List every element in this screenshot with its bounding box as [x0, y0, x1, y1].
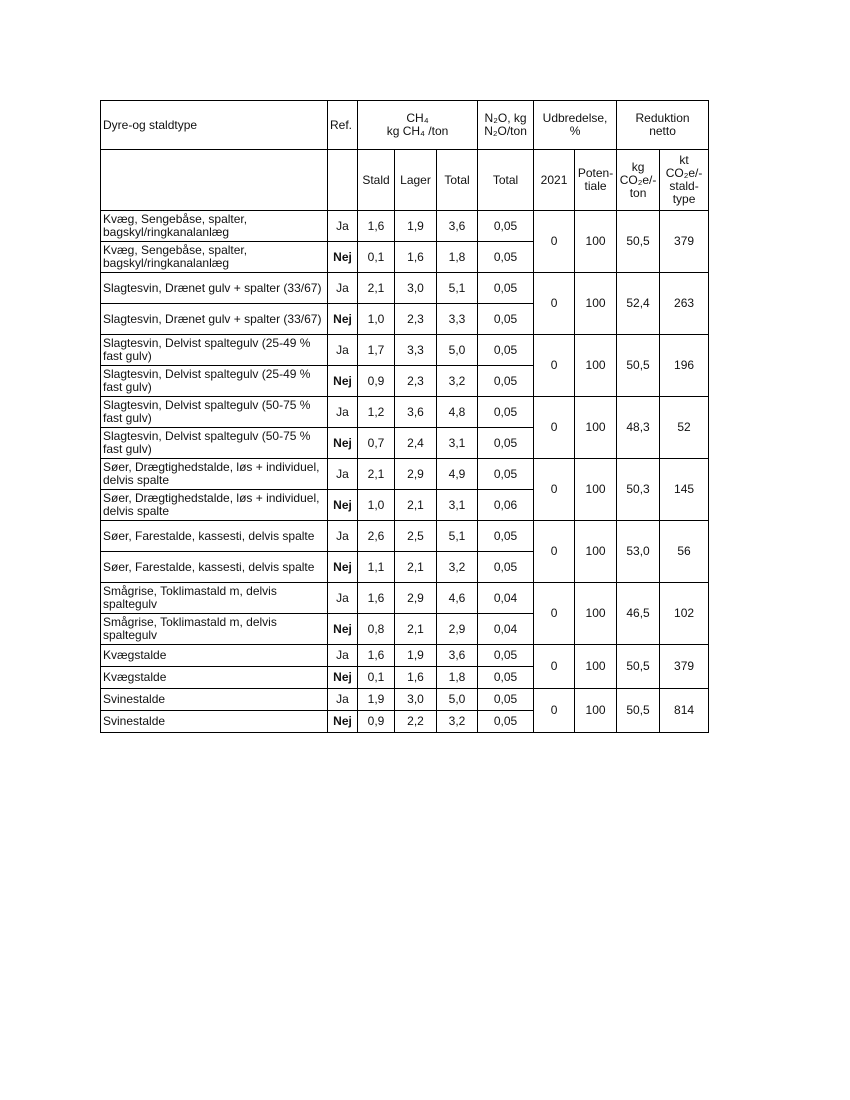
n2o-unit: N₂O/ton — [484, 124, 527, 138]
col-subheader-kg: kg CO₂e/-ton — [617, 150, 660, 211]
cell-kg-co2e: 48,3 — [617, 397, 660, 459]
cell-total: 5,0 — [437, 689, 478, 711]
cell-lager: 1,9 — [395, 645, 437, 667]
cell-2021: 0 — [534, 583, 575, 645]
cell-kt-co2e: 52 — [660, 397, 709, 459]
cell-n2o-total: 0,04 — [478, 614, 534, 645]
cell-total: 1,8 — [437, 242, 478, 273]
cell-lager: 2,4 — [395, 428, 437, 459]
cell-ref: Nej — [328, 490, 358, 521]
cell-n2o-total: 0,05 — [478, 397, 534, 428]
cell-n2o-total: 0,05 — [478, 459, 534, 490]
cell-type: Kvægstalde — [101, 667, 328, 689]
cell-total: 3,6 — [437, 645, 478, 667]
cell-n2o-total: 0,05 — [478, 552, 534, 583]
cell-lager: 2,3 — [395, 304, 437, 335]
cell-ref: Nej — [328, 552, 358, 583]
cell-type: Slagtesvin, Delvist spaltegulv (50-75 % fast gulv) — [101, 397, 328, 428]
cell-potentiale: 100 — [575, 397, 617, 459]
col-subheader-total: Total — [437, 150, 478, 211]
cell-2021: 0 — [534, 645, 575, 689]
n2o-title: N₂O, kg — [484, 111, 527, 125]
cell-n2o-total: 0,05 — [478, 645, 534, 667]
cell-n2o-total: 0,05 — [478, 304, 534, 335]
ch4-unit: kg CH₄ /ton — [386, 124, 449, 138]
cell-stald: 0,8 — [358, 614, 395, 645]
cell-total: 5,1 — [437, 521, 478, 552]
cell-total: 3,2 — [437, 366, 478, 397]
cell-ref: Nej — [328, 711, 358, 733]
cell-kg-co2e: 53,0 — [617, 521, 660, 583]
cell-stald: 0,9 — [358, 366, 395, 397]
cell-lager: 2,3 — [395, 366, 437, 397]
cell-2021: 0 — [534, 459, 575, 521]
cell-n2o-total: 0,05 — [478, 428, 534, 459]
cell-total: 4,6 — [437, 583, 478, 614]
cell-ref: Ja — [328, 583, 358, 614]
cell-ref: Ja — [328, 397, 358, 428]
col-subheader-2021: 2021 — [534, 150, 575, 211]
col-subheader-empty — [328, 150, 358, 211]
cell-n2o-total: 0,06 — [478, 490, 534, 521]
cell-stald: 2,1 — [358, 459, 395, 490]
cell-kg-co2e: 50,5 — [617, 645, 660, 689]
cell-lager: 3,6 — [395, 397, 437, 428]
cell-kg-co2e: 46,5 — [617, 583, 660, 645]
cell-ref: Ja — [328, 335, 358, 366]
cell-total: 3,2 — [437, 552, 478, 583]
cell-kg-co2e: 50,5 — [617, 335, 660, 397]
cell-total: 4,9 — [437, 459, 478, 490]
emission-table — [100, 100, 709, 733]
cell-type: Smågrise, Toklimastald m, delvis spaltegulv — [101, 583, 328, 614]
cell-ref: Ja — [328, 459, 358, 490]
header-row-1 — [101, 101, 709, 150]
cell-n2o-total: 0,05 — [478, 211, 534, 242]
cell-n2o-total: 0,05 — [478, 689, 534, 711]
cell-lager: 2,9 — [395, 459, 437, 490]
cell-total: 5,0 — [437, 335, 478, 366]
col-subheader-n2o-total: Total — [478, 150, 534, 211]
cell-n2o-total: 0,05 — [478, 335, 534, 366]
cell-kg-co2e: 52,4 — [617, 273, 660, 335]
cell-kt-co2e: 379 — [660, 645, 709, 689]
reduktion-unit: netto — [649, 124, 676, 138]
cell-n2o-total: 0,05 — [478, 711, 534, 733]
table-row — [101, 211, 709, 242]
cell-total: 4,8 — [437, 397, 478, 428]
cell-stald: 1,6 — [358, 645, 395, 667]
cell-ref: Nej — [328, 366, 358, 397]
cell-stald: 1,0 — [358, 304, 395, 335]
cell-2021: 0 — [534, 521, 575, 583]
cell-kt-co2e: 56 — [660, 521, 709, 583]
cell-stald: 1,2 — [358, 397, 395, 428]
col-subheader-kt: kt CO₂e/-stald-type — [660, 150, 709, 211]
col-subheader-lager: Lager — [395, 150, 437, 211]
cell-lager: 3,0 — [395, 273, 437, 304]
cell-stald: 2,6 — [358, 521, 395, 552]
cell-potentiale: 100 — [575, 459, 617, 521]
cell-kg-co2e: 50,5 — [617, 211, 660, 273]
table-row — [101, 459, 709, 490]
cell-stald: 2,1 — [358, 273, 395, 304]
cell-stald: 1,7 — [358, 335, 395, 366]
cell-2021: 0 — [534, 397, 575, 459]
cell-lager: 2,1 — [395, 552, 437, 583]
cell-lager: 2,9 — [395, 583, 437, 614]
cell-kt-co2e: 145 — [660, 459, 709, 521]
table-row — [101, 645, 709, 667]
ch4-title: CH₄ — [406, 111, 429, 125]
cell-lager: 1,9 — [395, 211, 437, 242]
cell-2021: 0 — [534, 689, 575, 733]
cell-kt-co2e: 196 — [660, 335, 709, 397]
cell-type: Søer, Drægtighedstalde, løs + individuel, delvis spalte — [101, 490, 328, 521]
cell-total: 3,2 — [437, 711, 478, 733]
col-subheader-potentiale: Poten-tiale — [575, 150, 617, 211]
table-row — [101, 273, 709, 304]
col-header-n2o — [478, 101, 534, 150]
cell-type: Smågrise, Toklimastald m, delvis spaltegulv — [101, 614, 328, 645]
col-header-ref: Ref. — [328, 101, 358, 150]
cell-ref: Nej — [328, 614, 358, 645]
cell-ref: Ja — [328, 211, 358, 242]
col-header-reduktion — [617, 101, 709, 150]
cell-ref: Nej — [328, 667, 358, 689]
col-header-type: Dyre-og staldtype — [101, 101, 328, 150]
cell-stald: 1,6 — [358, 211, 395, 242]
cell-potentiale: 100 — [575, 273, 617, 335]
cell-kg-co2e: 50,5 — [617, 689, 660, 733]
cell-type: Svinestalde — [101, 689, 328, 711]
table-row — [101, 397, 709, 428]
cell-type: Slagtesvin, Delvist spaltegulv (50-75 % fast gulv) — [101, 428, 328, 459]
cell-kt-co2e: 263 — [660, 273, 709, 335]
cell-kt-co2e: 102 — [660, 583, 709, 645]
cell-ref: Nej — [328, 304, 358, 335]
cell-ref: Ja — [328, 521, 358, 552]
cell-type: Kvægstalde — [101, 645, 328, 667]
cell-2021: 0 — [534, 273, 575, 335]
cell-potentiale: 100 — [575, 583, 617, 645]
cell-n2o-total: 0,04 — [478, 583, 534, 614]
cell-n2o-total: 0,05 — [478, 667, 534, 689]
cell-type: Svinestalde — [101, 711, 328, 733]
table-row — [101, 335, 709, 366]
cell-potentiale: 100 — [575, 689, 617, 733]
col-subheader-empty — [101, 150, 328, 211]
cell-ref: Nej — [328, 428, 358, 459]
cell-stald: 1,0 — [358, 490, 395, 521]
cell-stald: 1,6 — [358, 583, 395, 614]
cell-potentiale: 100 — [575, 645, 617, 689]
cell-total: 3,6 — [437, 211, 478, 242]
cell-ref: Nej — [328, 242, 358, 273]
cell-n2o-total: 0,05 — [478, 273, 534, 304]
cell-stald: 1,9 — [358, 689, 395, 711]
cell-type: Slagtesvin, Drænet gulv + spalter (33/67) — [101, 304, 328, 335]
cell-lager: 3,3 — [395, 335, 437, 366]
header-row-2 — [101, 150, 709, 211]
udbredelse-title: Udbredelse, — [542, 111, 608, 125]
cell-lager: 2,1 — [395, 614, 437, 645]
cell-stald: 0,1 — [358, 667, 395, 689]
cell-type: Kvæg, Sengebåse, spalter, bagskyl/ringkanalanlæg — [101, 242, 328, 273]
cell-n2o-total: 0,05 — [478, 366, 534, 397]
cell-stald: 1,1 — [358, 552, 395, 583]
cell-potentiale: 100 — [575, 521, 617, 583]
reduktion-title: Reduktion — [635, 111, 690, 125]
cell-kt-co2e: 379 — [660, 211, 709, 273]
col-header-ch4 — [358, 101, 478, 150]
cell-total: 3,3 — [437, 304, 478, 335]
col-subheader-stald: Stald — [358, 150, 395, 211]
cell-type: Søer, Farestalde, kassesti, delvis spalte — [101, 552, 328, 583]
cell-kt-co2e: 814 — [660, 689, 709, 733]
cell-lager: 3,0 — [395, 689, 437, 711]
cell-total: 1,8 — [437, 667, 478, 689]
table-row — [101, 583, 709, 614]
cell-n2o-total: 0,05 — [478, 521, 534, 552]
cell-type: Søer, Farestalde, kassesti, delvis spalte — [101, 521, 328, 552]
cell-type: Søer, Drægtighedstalde, løs + individuel, delvis spalte — [101, 459, 328, 490]
col-header-udbredelse — [534, 101, 617, 150]
cell-stald: 0,7 — [358, 428, 395, 459]
cell-total: 2,9 — [437, 614, 478, 645]
cell-type: Kvæg, Sengebåse, spalter, bagskyl/ringkanalanlæg — [101, 211, 328, 242]
table-row — [101, 521, 709, 552]
table-row — [101, 689, 709, 711]
cell-ref: Ja — [328, 689, 358, 711]
cell-lager: 1,6 — [395, 242, 437, 273]
cell-2021: 0 — [534, 211, 575, 273]
cell-type: Slagtesvin, Delvist spaltegulv (25-49 % fast gulv) — [101, 335, 328, 366]
cell-lager: 1,6 — [395, 667, 437, 689]
cell-ref: Ja — [328, 273, 358, 304]
cell-lager: 2,5 — [395, 521, 437, 552]
cell-total: 5,1 — [437, 273, 478, 304]
cell-type: Slagtesvin, Delvist spaltegulv (25-49 % fast gulv) — [101, 366, 328, 397]
cell-stald: 0,1 — [358, 242, 395, 273]
cell-stald: 0,9 — [358, 711, 395, 733]
udbredelse-unit: % — [569, 124, 581, 138]
cell-potentiale: 100 — [575, 211, 617, 273]
cell-potentiale: 100 — [575, 335, 617, 397]
cell-2021: 0 — [534, 335, 575, 397]
cell-type: Slagtesvin, Drænet gulv + spalter (33/67) — [101, 273, 328, 304]
cell-n2o-total: 0,05 — [478, 242, 534, 273]
cell-total: 3,1 — [437, 428, 478, 459]
cell-lager: 2,1 — [395, 490, 437, 521]
cell-ref: Ja — [328, 645, 358, 667]
cell-kg-co2e: 50,3 — [617, 459, 660, 521]
cell-lager: 2,2 — [395, 711, 437, 733]
cell-total: 3,1 — [437, 490, 478, 521]
